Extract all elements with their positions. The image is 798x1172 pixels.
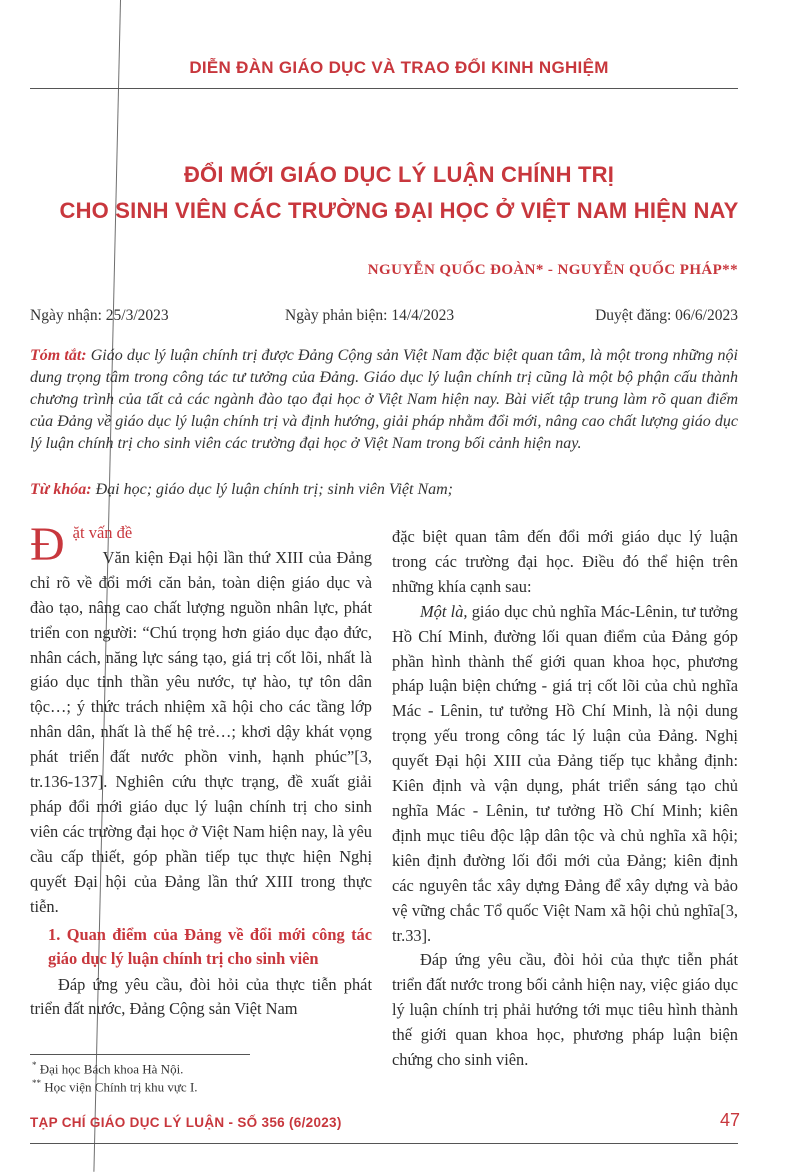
column-left (30, 520, 372, 1022)
section-header: DIỄN ĐÀN GIÁO DỤC VÀ TRAO ĐỔI KINH NGHIỆM (189, 58, 609, 77)
keywords-label: Từ khóa: (30, 481, 92, 498)
footnote-rule (30, 1054, 250, 1055)
date-reviewed: Ngày phản biện: 14/4/2023 (285, 307, 455, 324)
abstract (30, 345, 738, 455)
body-paragraph: Văn kiện Đại hội lần thứ XIII của Đảng chỉ rõ về đổi mới căn bản, toàn diện giáo dục và đào tạo, nâng cao chất lượng nguồn nhân lực, phát triển con người: “Chú trọng hơn giáo dục đạo đức, nhân cách, năng lực sáng tạo, giá trị cốt lõi, nhất là giáo dục tinh thần yêu nước, tự hào, tự tôn dân tộc…; ý thức trách nhiệm xã hội cho các tầng lớp nhân dân, nhất là thế hệ trẻ…; khơi dậy khát vọng phát triển đất nước phồn vinh, hạnh phúc”[3, tr.136-137]. Nghiên cứu thực trạng, đề xuất giải pháp đổi mới giáo dục lý luận chính trị cho sinh viên các trường đại học ở Việt Nam hiện nay, là yêu cầu cấp thiết, góp phần tiếp tục thực hiện Nghị quyết Đại hội của Đảng lần thứ XIII trong thực tiễn. (30, 547, 372, 916)
footer-rule (30, 1143, 738, 1144)
keywords-text: Đại học; giáo dục lý luận chính trị; sinh viên Việt Nam; (91, 481, 454, 498)
keywords (30, 481, 738, 499)
footnote-marker: * (32, 1060, 37, 1070)
abstract-label: Tóm tắt: (30, 347, 87, 364)
footnote-text: Học viện Chính trị khu vực I. (41, 1079, 198, 1095)
footnote-2 (32, 1078, 198, 1095)
body-paragraph: đặc biệt quan tâm đến đổi mới giáo dục lý luận trong các trường đại học. Điều đó thể hiện trên những khía cạnh sau: (392, 527, 738, 596)
section-heading: 1. Quan điểm của Đảng về đổi mới công tác giáo dục lý luận chính trị cho sinh viên (48, 924, 372, 968)
article-title-line1: ĐỔI MỚI GIÁO DỤC LÝ LUẬN CHÍNH TRỊ (183, 162, 615, 187)
page-number: 47 (719, 1110, 740, 1130)
body-paragraph: Đáp ứng yêu cầu, đòi hỏi của thực tiễn phát triển đất nước, Đảng Cộng sản Việt Nam (30, 974, 372, 1019)
column-right (392, 525, 738, 1073)
drop-cap: Đ (30, 518, 65, 571)
header-rule (30, 88, 738, 89)
footnote-1 (32, 1060, 183, 1077)
date-approved: Duyệt đăng: 06/6/2023 (595, 307, 738, 324)
emphasis-lead: Một là, (420, 601, 468, 621)
abstract-text: Giáo dục lý luận chính trị được Đảng Cộng sản Việt Nam đặc biệt quan tâm, là một trong những nội dung trọng tâm trong công tác tư tưởng của Đảng. Giáo dục lý luận chính trị cũng là một bộ phận cấu thành chương trình của tất cả các ngành đào tạo đại học ở Việt Nam hiện nay. Bài viết tập trung làm rõ quan điểm của Đảng về giáo dục lý luận chính trị và định hướng, giải pháp nhằm đổi mới, nâng cao chất lượng giáo dục lý luận chính trị cho sinh viên các trường đại học ở Việt Nam trong bối cảnh hiện nay. (30, 347, 739, 452)
footnote-marker: ** (32, 1078, 41, 1088)
authors: NGUYỄN QUỐC ĐOÀN* - NGUYỄN QUỐC PHÁP** (367, 262, 738, 278)
footnote-text: Đại học Bách khoa Hà Nội. (36, 1061, 184, 1077)
body-paragraph (392, 600, 738, 949)
body-paragraph: Đáp ứng yêu cầu, đòi hỏi của thực tiễn phát triển đất nước trong bối cảnh hiện nay, việc giáo dục lý luận chính trị phải hướng tới mục tiêu hình thành thế giới quan khoa học, phương pháp luận biện chứng cho sinh viên. (392, 950, 738, 1070)
date-received: Ngày nhận: 25/3/2023 (30, 307, 169, 324)
journal-footer: TẠP CHÍ GIÁO DỤC LÝ LUẬN - SỐ 356 (6/2023) (30, 1115, 342, 1130)
intro-heading: ặt vấn đề (72, 523, 133, 542)
article-title-line2: CHO SINH VIÊN CÁC TRƯỜNG ĐẠI HỌC Ở VIỆT NAM HIỆN NAY (59, 198, 739, 223)
body-paragraph-text: giáo dục chủ nghĩa Mác-Lênin, tư tưởng Hồ Chí Minh, đường lối quan điểm của Đảng góp phần hình thành thế giới quan khoa học, phương pháp luận biện chứng - giá trị cốt lõi của chủ nghĩa Mác - Lênin, tư tưởng Hồ Chí Minh, là nội dung trọng yếu trong công tác lý luận của Đảng. Nghị quyết Đại hội XIII của Đảng tiếp tục khẳng định: Kiên định và vận dụng, phát triển sáng tạo chủ nghĩa Mác - Lênin, tư tưởng Hồ Chí Minh; kiên định mục tiêu độc lập dân tộc và chủ nghĩa xã hội; kiên định đường lối đổi mới của Đảng; kiên định các nguyên tắc xây dựng Đảng để xây dựng và bảo vệ vững chắc Tổ quốc Việt Nam xã hội chủ nghĩa[3, tr.33]. (392, 601, 738, 945)
